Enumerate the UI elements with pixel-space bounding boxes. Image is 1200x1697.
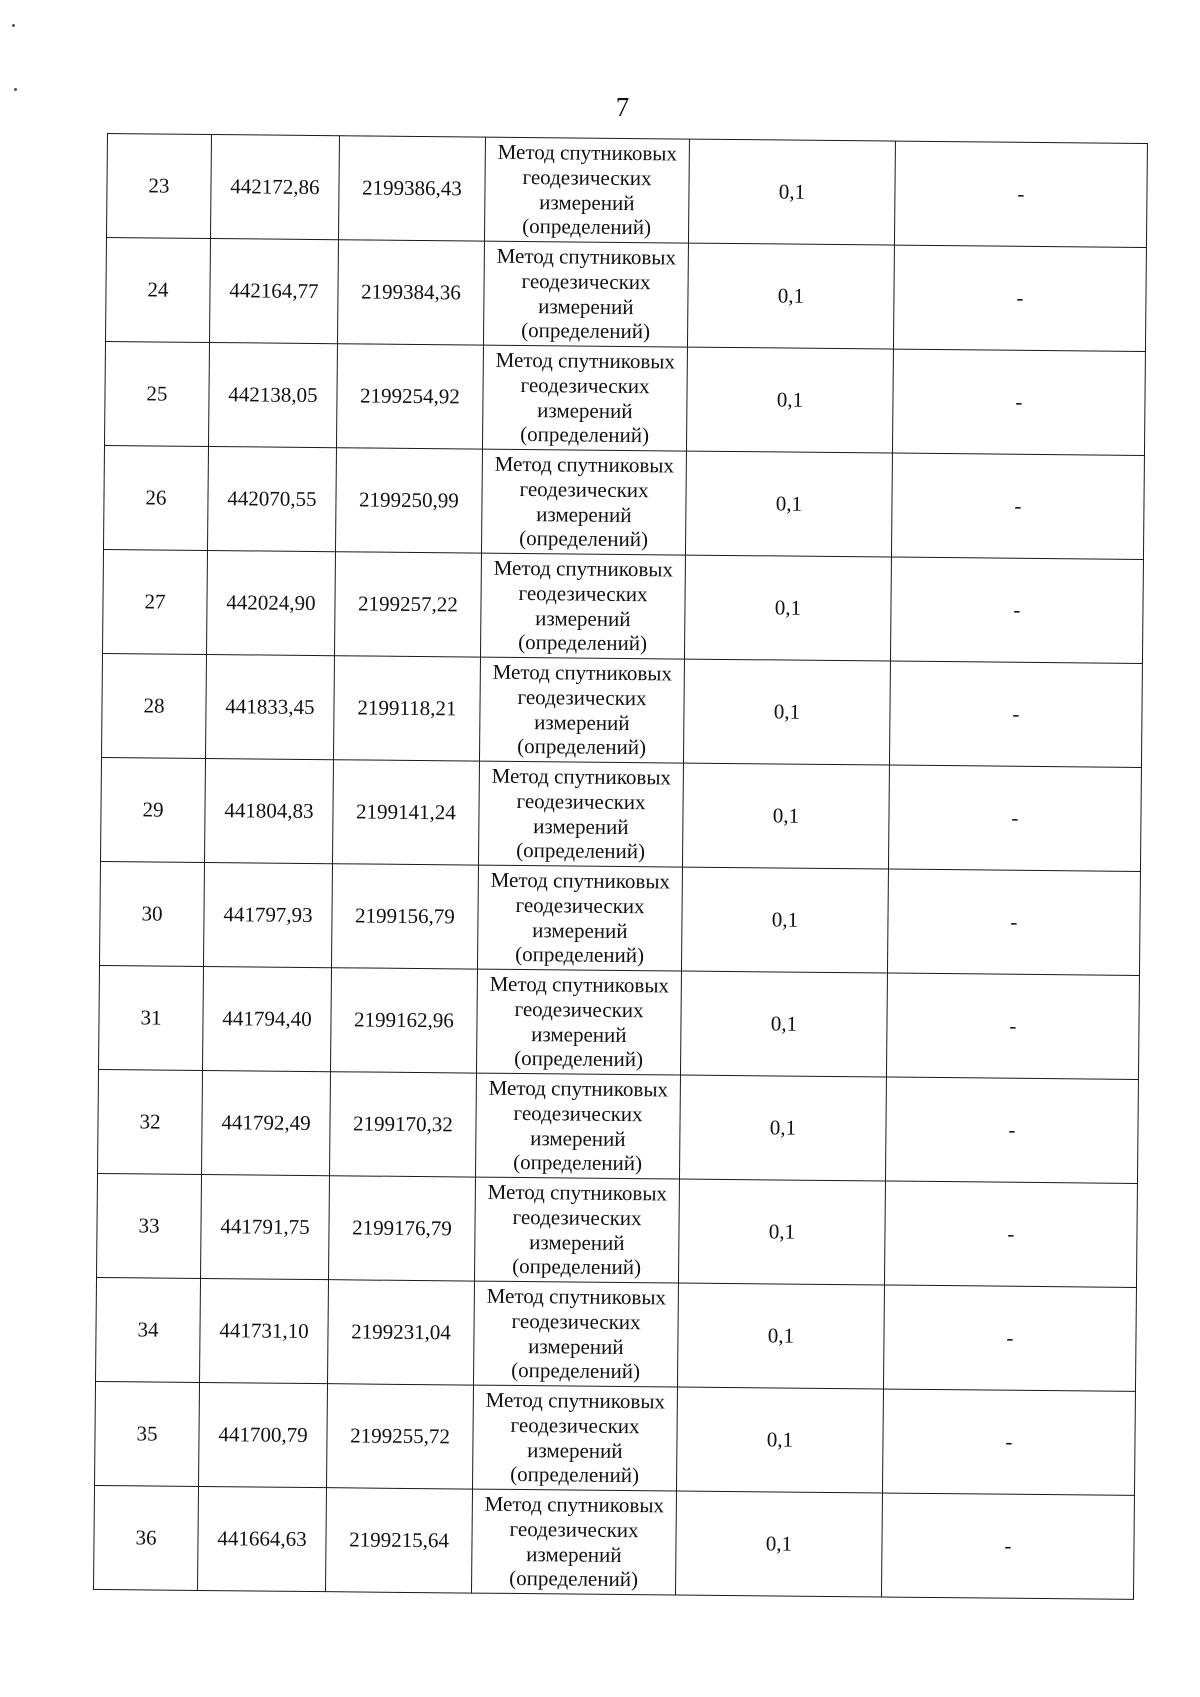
point-number-cell: 27 bbox=[103, 549, 208, 654]
y-coordinate-cell: 2199255,72 bbox=[327, 1384, 474, 1489]
note-cell: - bbox=[887, 869, 1140, 975]
note-cell: - bbox=[889, 661, 1142, 767]
x-coordinate-cell: 442024,90 bbox=[206, 550, 335, 655]
y-coordinate-cell: 2199250,99 bbox=[335, 448, 482, 553]
point-number-cell: 35 bbox=[95, 1381, 200, 1486]
point-number-cell: 33 bbox=[97, 1173, 202, 1278]
note-cell: - bbox=[888, 765, 1141, 871]
table-row bbox=[103, 549, 1144, 663]
coordinates-table bbox=[93, 133, 1148, 1600]
scan-speck bbox=[14, 88, 17, 91]
note-cell: - bbox=[886, 973, 1139, 1079]
accuracy-cell: 0,1 bbox=[687, 243, 894, 349]
method-cell: Метод спутниковых геодезических измерений (определений) bbox=[472, 1489, 677, 1595]
note-cell: - bbox=[883, 1285, 1136, 1391]
x-coordinate-cell: 441792,49 bbox=[202, 1070, 331, 1175]
table-row bbox=[96, 1277, 1137, 1391]
note-cell: - bbox=[891, 453, 1144, 559]
accuracy-cell: 0,1 bbox=[676, 1387, 883, 1493]
y-coordinate-cell: 2199156,79 bbox=[331, 864, 478, 969]
coordinates-table-body bbox=[94, 134, 1148, 1600]
point-number-cell: 36 bbox=[94, 1485, 199, 1590]
y-coordinate-cell: 2199257,22 bbox=[334, 552, 481, 657]
note-cell: - bbox=[894, 141, 1147, 247]
point-number-cell: 24 bbox=[105, 237, 210, 342]
y-coordinate-cell: 2199215,64 bbox=[326, 1488, 473, 1593]
accuracy-cell: 0,1 bbox=[678, 1179, 885, 1285]
point-number-cell: 25 bbox=[105, 341, 210, 446]
accuracy-cell: 0,1 bbox=[683, 659, 890, 765]
point-number-cell: 29 bbox=[101, 757, 206, 862]
accuracy-cell: 0,1 bbox=[679, 1075, 886, 1181]
accuracy-cell: 0,1 bbox=[677, 1283, 884, 1389]
coordinates-table-wrapper bbox=[93, 133, 1147, 1600]
y-coordinate-cell: 2199176,79 bbox=[329, 1176, 476, 1281]
x-coordinate-cell: 442164,77 bbox=[209, 238, 338, 343]
note-cell: - bbox=[881, 1493, 1134, 1599]
point-number-cell: 28 bbox=[102, 653, 207, 758]
y-coordinate-cell: 2199141,24 bbox=[332, 760, 479, 865]
method-cell: Метод спутниковых геодезических измерений (определений) bbox=[479, 657, 684, 763]
x-coordinate-cell: 441791,75 bbox=[201, 1174, 330, 1279]
x-coordinate-cell: 441664,63 bbox=[198, 1486, 327, 1591]
accuracy-cell: 0,1 bbox=[681, 867, 888, 973]
table-row bbox=[95, 1381, 1136, 1495]
method-cell: Метод спутниковых геодезических измерений (определений) bbox=[478, 761, 683, 867]
table-row bbox=[104, 445, 1145, 559]
x-coordinate-cell: 441700,79 bbox=[199, 1382, 328, 1487]
y-coordinate-cell: 2199384,36 bbox=[337, 240, 484, 345]
y-coordinate-cell: 2199170,32 bbox=[330, 1072, 477, 1177]
method-cell: Метод спутниковых геодезических измерений (определений) bbox=[474, 1177, 679, 1283]
x-coordinate-cell: 441797,93 bbox=[204, 862, 333, 967]
table-row bbox=[106, 134, 1147, 248]
x-coordinate-cell: 441794,40 bbox=[203, 966, 332, 1071]
x-coordinate-cell: 442070,55 bbox=[207, 446, 336, 551]
x-coordinate-cell: 441833,45 bbox=[206, 654, 335, 759]
page-number: 7 bbox=[615, 92, 630, 122]
accuracy-cell: 0,1 bbox=[685, 451, 892, 557]
note-cell: - bbox=[882, 1389, 1135, 1495]
x-coordinate-cell: 442172,86 bbox=[210, 135, 339, 240]
note-cell: - bbox=[892, 349, 1145, 455]
accuracy-cell: 0,1 bbox=[688, 139, 895, 245]
table-row bbox=[105, 341, 1146, 455]
table-row bbox=[101, 757, 1142, 871]
point-number-cell: 26 bbox=[104, 445, 209, 550]
method-cell: Метод спутниковых геодезических измерений (определений) bbox=[472, 1385, 677, 1491]
table-row bbox=[97, 1173, 1138, 1287]
method-cell: Метод спутниковых геодезических измерений (определений) bbox=[480, 553, 685, 659]
note-cell: - bbox=[885, 1077, 1138, 1183]
method-cell: Метод спутниковых геодезических измерений (определений) bbox=[473, 1281, 678, 1387]
y-coordinate-cell: 2199254,92 bbox=[336, 344, 483, 449]
accuracy-cell: 0,1 bbox=[680, 971, 887, 1077]
point-number-cell: 30 bbox=[100, 861, 205, 966]
point-number-cell: 34 bbox=[96, 1277, 201, 1382]
y-coordinate-cell: 2199162,96 bbox=[330, 968, 477, 1073]
x-coordinate-cell: 442138,05 bbox=[208, 342, 337, 447]
note-cell: - bbox=[893, 245, 1146, 351]
accuracy-cell: 0,1 bbox=[675, 1491, 882, 1597]
method-cell: Метод спутниковых геодезических измерений (определений) bbox=[476, 969, 681, 1075]
y-coordinate-cell: 2199386,43 bbox=[338, 136, 485, 241]
table-row bbox=[100, 861, 1141, 975]
table-row bbox=[99, 965, 1140, 1079]
accuracy-cell: 0,1 bbox=[682, 763, 889, 869]
method-cell: Метод спутниковых геодезических измерений (определений) bbox=[477, 865, 682, 971]
x-coordinate-cell: 441731,10 bbox=[200, 1278, 329, 1383]
method-cell: Метод спутниковых геодезических измерений (определений) bbox=[484, 137, 689, 243]
table-row bbox=[102, 653, 1143, 767]
table-row bbox=[94, 1485, 1135, 1599]
point-number-cell: 23 bbox=[106, 134, 211, 239]
scan-speck bbox=[12, 24, 15, 27]
method-cell: Метод спутниковых геодезических измерений (определений) bbox=[475, 1073, 680, 1179]
note-cell: - bbox=[890, 557, 1143, 663]
method-cell: Метод спутниковых геодезических измерений (определений) bbox=[481, 449, 686, 555]
method-cell: Метод спутниковых геодезических измерений (определений) bbox=[483, 241, 688, 347]
method-cell: Метод спутниковых геодезических измерений (определений) bbox=[482, 345, 687, 451]
accuracy-cell: 0,1 bbox=[686, 347, 893, 453]
point-number-cell: 31 bbox=[99, 965, 204, 1070]
accuracy-cell: 0,1 bbox=[684, 555, 891, 661]
point-number-cell: 32 bbox=[98, 1069, 203, 1174]
note-cell: - bbox=[884, 1181, 1137, 1287]
y-coordinate-cell: 2199118,21 bbox=[333, 656, 480, 761]
y-coordinate-cell: 2199231,04 bbox=[328, 1280, 475, 1385]
x-coordinate-cell: 441804,83 bbox=[205, 758, 334, 863]
table-row bbox=[105, 237, 1146, 351]
table-row bbox=[98, 1069, 1139, 1183]
